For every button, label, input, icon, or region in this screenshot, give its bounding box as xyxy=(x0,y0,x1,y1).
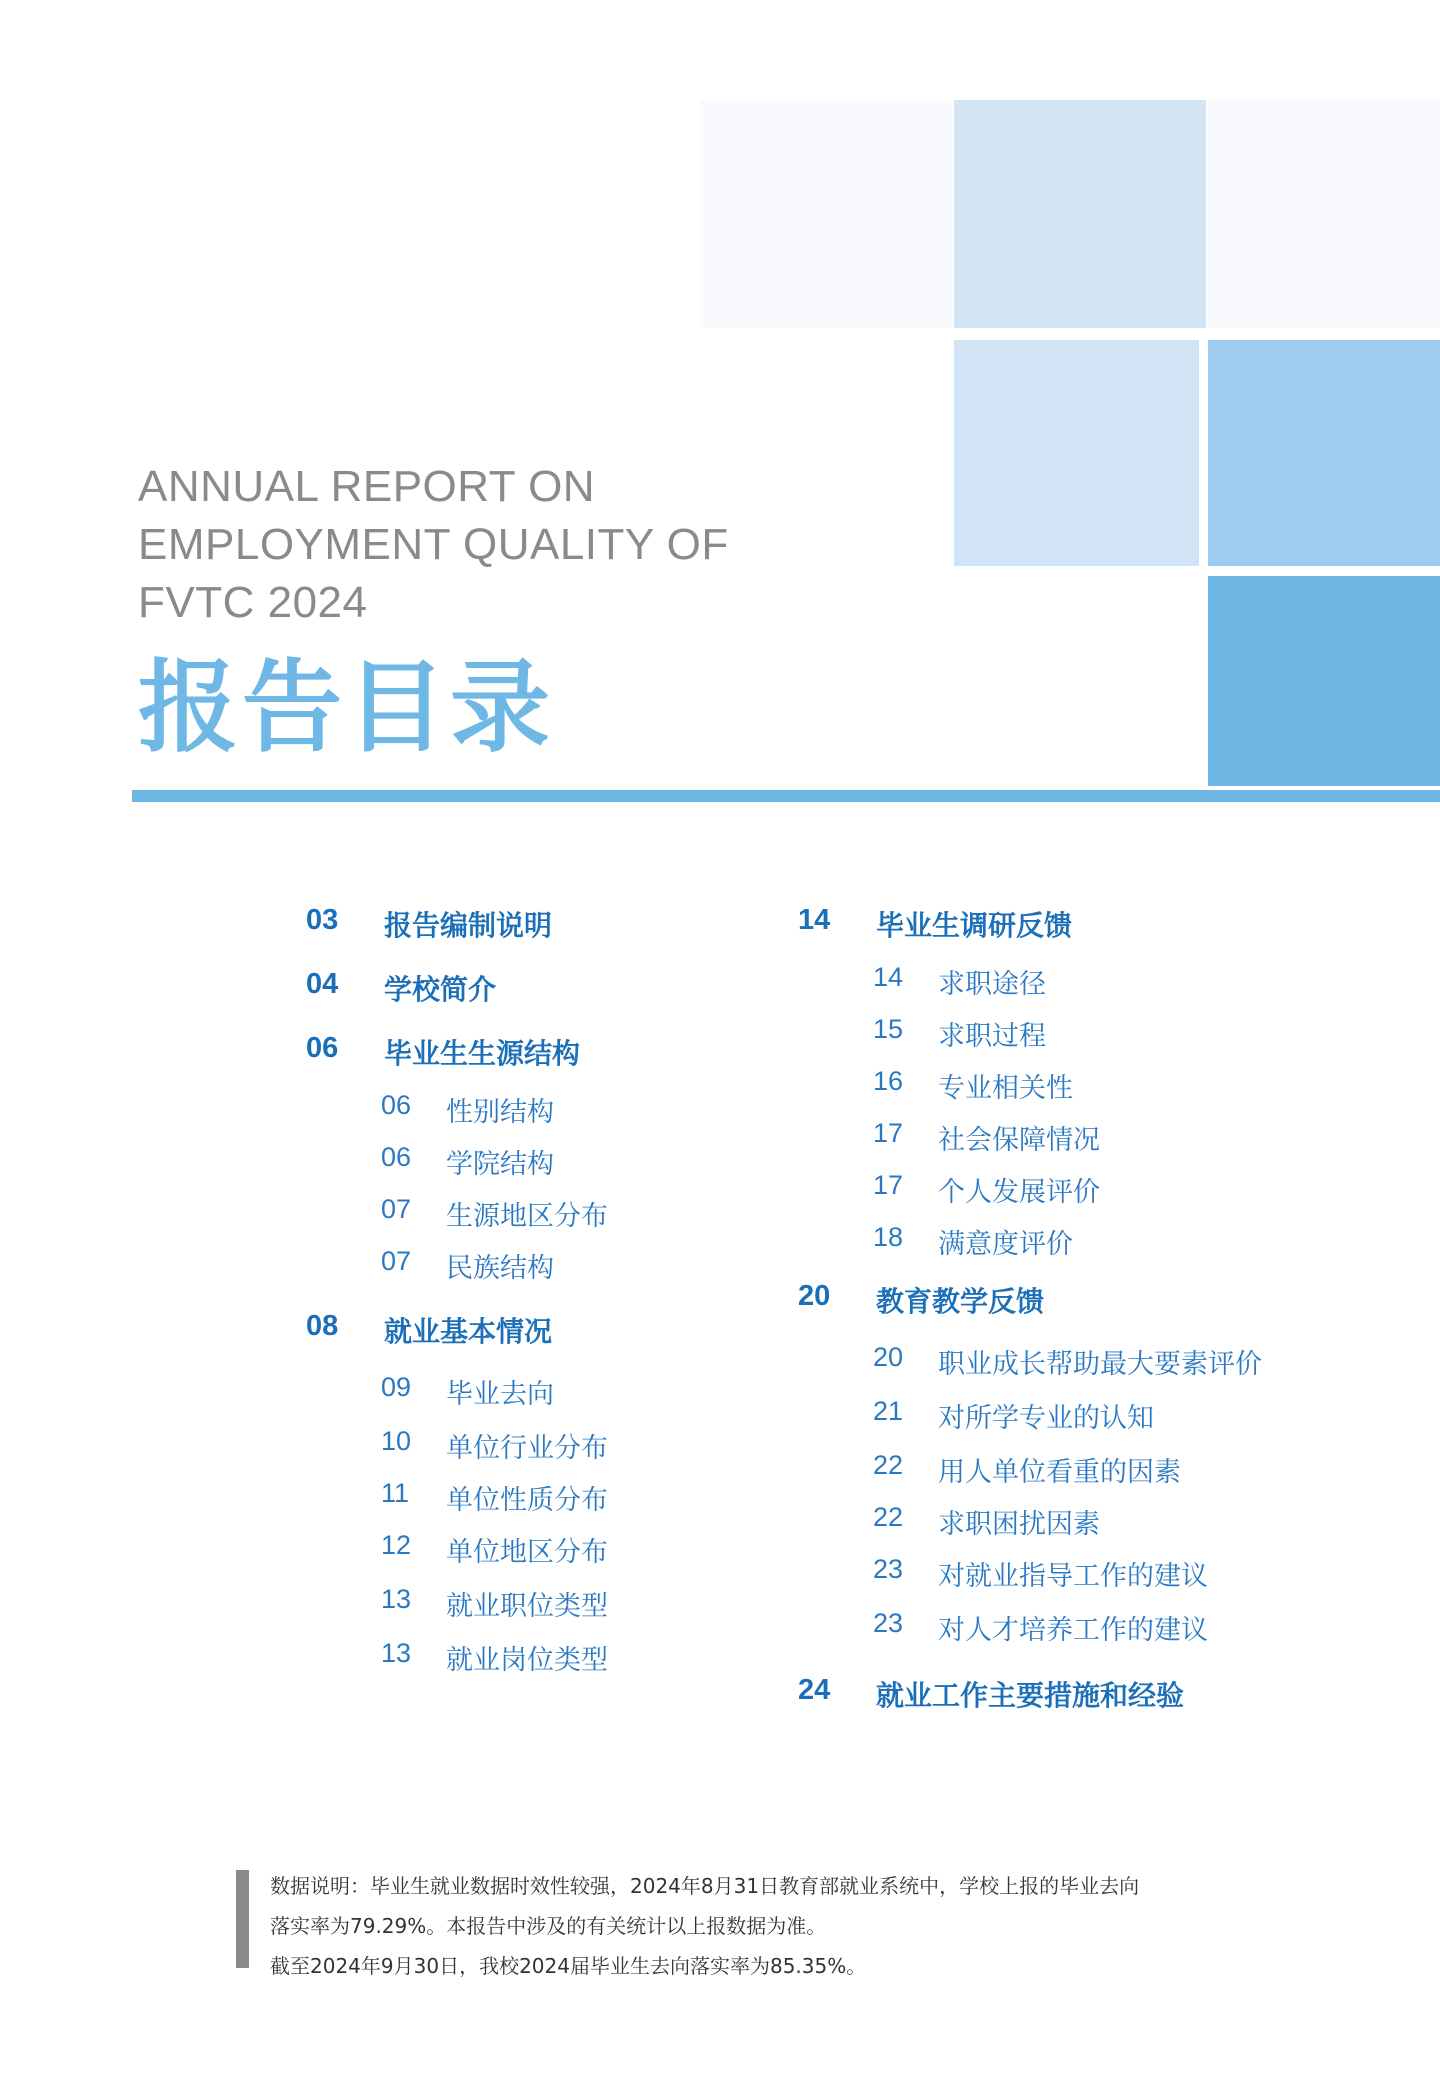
toc-entry-label: 对所学专业的认知 xyxy=(938,1403,1154,1434)
toc-page-number: 15 xyxy=(873,1014,904,1044)
toc-page-number: 03 xyxy=(306,904,339,936)
page-title: 报告目录 xyxy=(138,649,554,766)
toc-entry-label: 满意度评价 xyxy=(938,1229,1073,1260)
data-note-line-2: 落实率为79.29%。本报告中涉及的有关统计以上报数据为准。 xyxy=(270,1914,827,1938)
toc-page-number: 06 xyxy=(381,1142,412,1172)
toc-page-number: 16 xyxy=(873,1066,904,1096)
toc-entry-label: 单位行业分布 xyxy=(446,1433,608,1464)
toc-page-number: 23 xyxy=(873,1554,904,1584)
toc-page-number: 20 xyxy=(798,1280,831,1312)
toc-page-number: 07 xyxy=(381,1246,412,1276)
toc-entry-label: 对就业指导工作的建议 xyxy=(938,1561,1208,1592)
toc-page-number: 04 xyxy=(306,968,339,1000)
english-title-line-2: EMPLOYMENT QUALITY OF xyxy=(138,520,729,569)
english-title xyxy=(138,458,729,632)
toc-entry-label: 民族结构 xyxy=(446,1253,554,1284)
toc-entry-label: 生源地区分布 xyxy=(446,1201,608,1232)
toc-entry-label: 毕业去向 xyxy=(446,1379,554,1410)
toc-page-number: 21 xyxy=(873,1396,904,1426)
toc-page-number: 18 xyxy=(873,1222,904,1252)
toc-page-number: 22 xyxy=(873,1450,904,1480)
english-title-line-3: FVTC 2024 xyxy=(138,578,368,627)
decor-square-2 xyxy=(954,100,1206,328)
decor-square-3 xyxy=(1208,100,1440,328)
toc-page-number: 22 xyxy=(873,1502,904,1532)
toc-entry-label: 对人才培养工作的建议 xyxy=(938,1615,1208,1646)
toc-page-number: 06 xyxy=(306,1032,339,1064)
toc-entry-label: 就业岗位类型 xyxy=(446,1645,608,1676)
decor-square-5 xyxy=(1208,340,1440,566)
toc-page-number: 11 xyxy=(381,1478,410,1508)
toc-entry-label: 专业相关性 xyxy=(938,1073,1073,1104)
toc-entry-label: 求职困扰因素 xyxy=(938,1509,1100,1540)
toc-entry-label: 就业基本情况 xyxy=(384,1315,553,1348)
toc-page-number: 06 xyxy=(381,1090,412,1120)
toc-page-number: 23 xyxy=(873,1608,904,1638)
english-title-line-1: ANNUAL REPORT ON xyxy=(138,462,596,511)
toc-entry-label: 毕业生生源结构 xyxy=(384,1037,581,1070)
toc-page-number: 09 xyxy=(381,1372,412,1402)
toc-entry-label: 毕业生调研反馈 xyxy=(876,909,1073,942)
toc-entry-label: 学校简介 xyxy=(384,973,497,1006)
toc-entry-label: 教育教学反馈 xyxy=(876,1285,1045,1318)
toc-entry-label: 单位性质分布 xyxy=(446,1485,608,1516)
toc-entry-label: 学院结构 xyxy=(446,1149,554,1180)
toc-entry-label: 社会保障情况 xyxy=(938,1125,1100,1156)
toc-entry-label: 个人发展评价 xyxy=(938,1177,1100,1208)
data-note-line-3: 截至2024年9月30日，我校2024届毕业生去向落实率为85.35%。 xyxy=(270,1954,867,1978)
toc-entry-label: 职业成长帮助最大要素评价 xyxy=(938,1349,1262,1380)
toc-page-number: 13 xyxy=(381,1638,412,1668)
toc-entry-label: 报告编制说明 xyxy=(384,909,553,942)
toc-entry-label: 求职过程 xyxy=(938,1021,1046,1052)
toc-entry-label: 单位地区分布 xyxy=(446,1537,608,1568)
toc-page-number: 13 xyxy=(381,1584,412,1614)
toc-page-number: 08 xyxy=(306,1310,339,1342)
note-accent-bar xyxy=(236,1870,249,1968)
toc-page-number: 20 xyxy=(873,1342,904,1372)
data-note xyxy=(270,1866,1270,1986)
toc-page-number: 14 xyxy=(873,962,904,992)
toc-page-number: 07 xyxy=(381,1194,412,1224)
toc-page-number: 12 xyxy=(381,1530,412,1560)
toc-entry-label: 就业职位类型 xyxy=(446,1591,608,1622)
toc-entry-label: 就业工作主要措施和经验 xyxy=(876,1679,1185,1712)
toc-entry-label: 用人单位看重的因素 xyxy=(938,1457,1181,1488)
toc-page-number: 17 xyxy=(873,1170,904,1200)
title-underline-bar xyxy=(132,790,1440,802)
toc-page-number: 14 xyxy=(798,904,831,936)
decor-square-1 xyxy=(700,100,952,328)
toc-page-number: 17 xyxy=(873,1118,904,1148)
toc-entry-label: 求职途径 xyxy=(938,969,1046,1000)
toc-page-number: 10 xyxy=(381,1426,412,1456)
toc-page-number: 24 xyxy=(798,1674,831,1706)
decor-square-4 xyxy=(954,340,1199,566)
toc-entry-label: 性别结构 xyxy=(446,1097,554,1128)
decor-square-6 xyxy=(1208,576,1440,786)
data-note-line-1: 数据说明：毕业生就业数据时效性较强，2024年8月31日教育部就业系统中，学校上报的毕业去向 xyxy=(270,1874,1140,1898)
